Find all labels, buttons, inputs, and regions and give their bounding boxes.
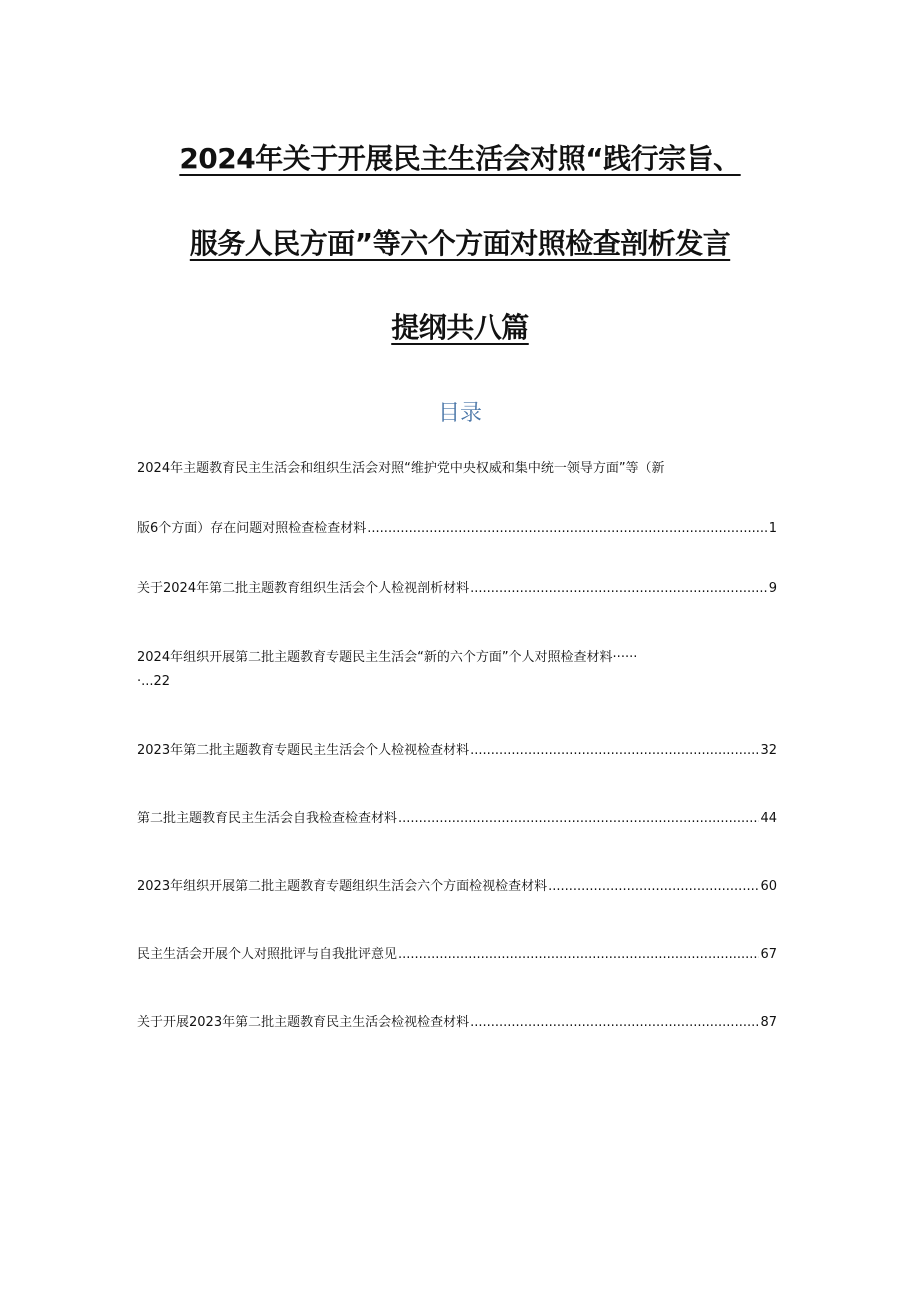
document-title-line-2: 服务人民方面”等六个方面对照检查剖析发言: [189, 227, 731, 260]
toc-entry-4-row: [137, 741, 777, 761]
toc-entry-2-text: 关于2024年第二批主题教育组织生活会个人检视剖析材料: [137, 581, 470, 596]
toc-entry-1-row: [137, 519, 777, 539]
dot-leader: [470, 741, 759, 761]
dot-leader: [548, 877, 759, 897]
toc-entry-5[interactable]: [137, 809, 777, 829]
toc-entry-7-text: 民主生活会开展个人对照批评与自我批评意见: [137, 947, 398, 962]
toc-entry-8[interactable]: [137, 1013, 777, 1033]
toc-entry-6-text: 2023年组织开展第二批主题教育专题组织生活会六个方面检视检查材料: [137, 879, 548, 894]
toc-entry-1[interactable]: [137, 459, 777, 539]
toc-entry-1-line-1: 2024年主题教育民主生活会和组织生活会对照“维护党中央权威和集中统一领导方面”等（新: [137, 461, 665, 476]
toc-entry-2-page: 9: [768, 581, 777, 596]
dot-leader: [470, 579, 768, 599]
toc-entry-5-page: 44: [760, 811, 777, 826]
toc-entry-5-row: [137, 809, 777, 829]
toc-entry-4[interactable]: [137, 741, 777, 761]
toc-entry-3[interactable]: [137, 648, 777, 692]
toc-entry-8-row: [137, 1013, 777, 1033]
toc-entry-8-text: 关于开展2023年第二批主题教育民主生活会检视检查材料: [137, 1015, 470, 1030]
dot-leader: [398, 809, 759, 829]
dot-leader: [470, 1013, 759, 1033]
toc-entry-2-row: [137, 579, 777, 599]
toc-entry-6-row: [137, 877, 777, 897]
toc-entry-6[interactable]: [137, 877, 777, 897]
toc-entry-7-row: [137, 945, 777, 965]
toc-entry-6-page: 60: [760, 879, 777, 894]
toc-entry-5-text: 第二批主题教育民主生活会自我检查检查材料: [137, 811, 398, 826]
toc-heading: 目录: [437, 401, 482, 426]
toc-entry-3-line-1: 2024年组织开展第二批主题教育专题民主生活会“新的六个方面”个人对照检查材料······: [137, 650, 638, 665]
document-title-line-1: 2024年关于开展民主生活会对照“践行宗旨、: [179, 142, 741, 175]
toc-entry-7[interactable]: [137, 945, 777, 965]
toc-entry-1-page: 1: [768, 521, 777, 536]
toc-entry-2[interactable]: [137, 579, 777, 599]
document-title-line-3: 提纲共八篇: [391, 311, 529, 344]
toc-entry-4-page: 32: [760, 743, 777, 758]
toc-entry-3-line-2: ·...22: [137, 674, 171, 689]
dot-leader: [367, 519, 767, 539]
toc-entry-7-page: 67: [760, 947, 777, 962]
dot-leader: [398, 945, 759, 965]
toc-entry-1-line-2: 版6个方面）存在问题对照检查检查材料: [137, 521, 367, 536]
toc-entry-4-text: 2023年第二批主题教育专题民主生活会个人检视检查材料: [137, 743, 470, 758]
toc-entry-8-page: 87: [760, 1015, 777, 1030]
